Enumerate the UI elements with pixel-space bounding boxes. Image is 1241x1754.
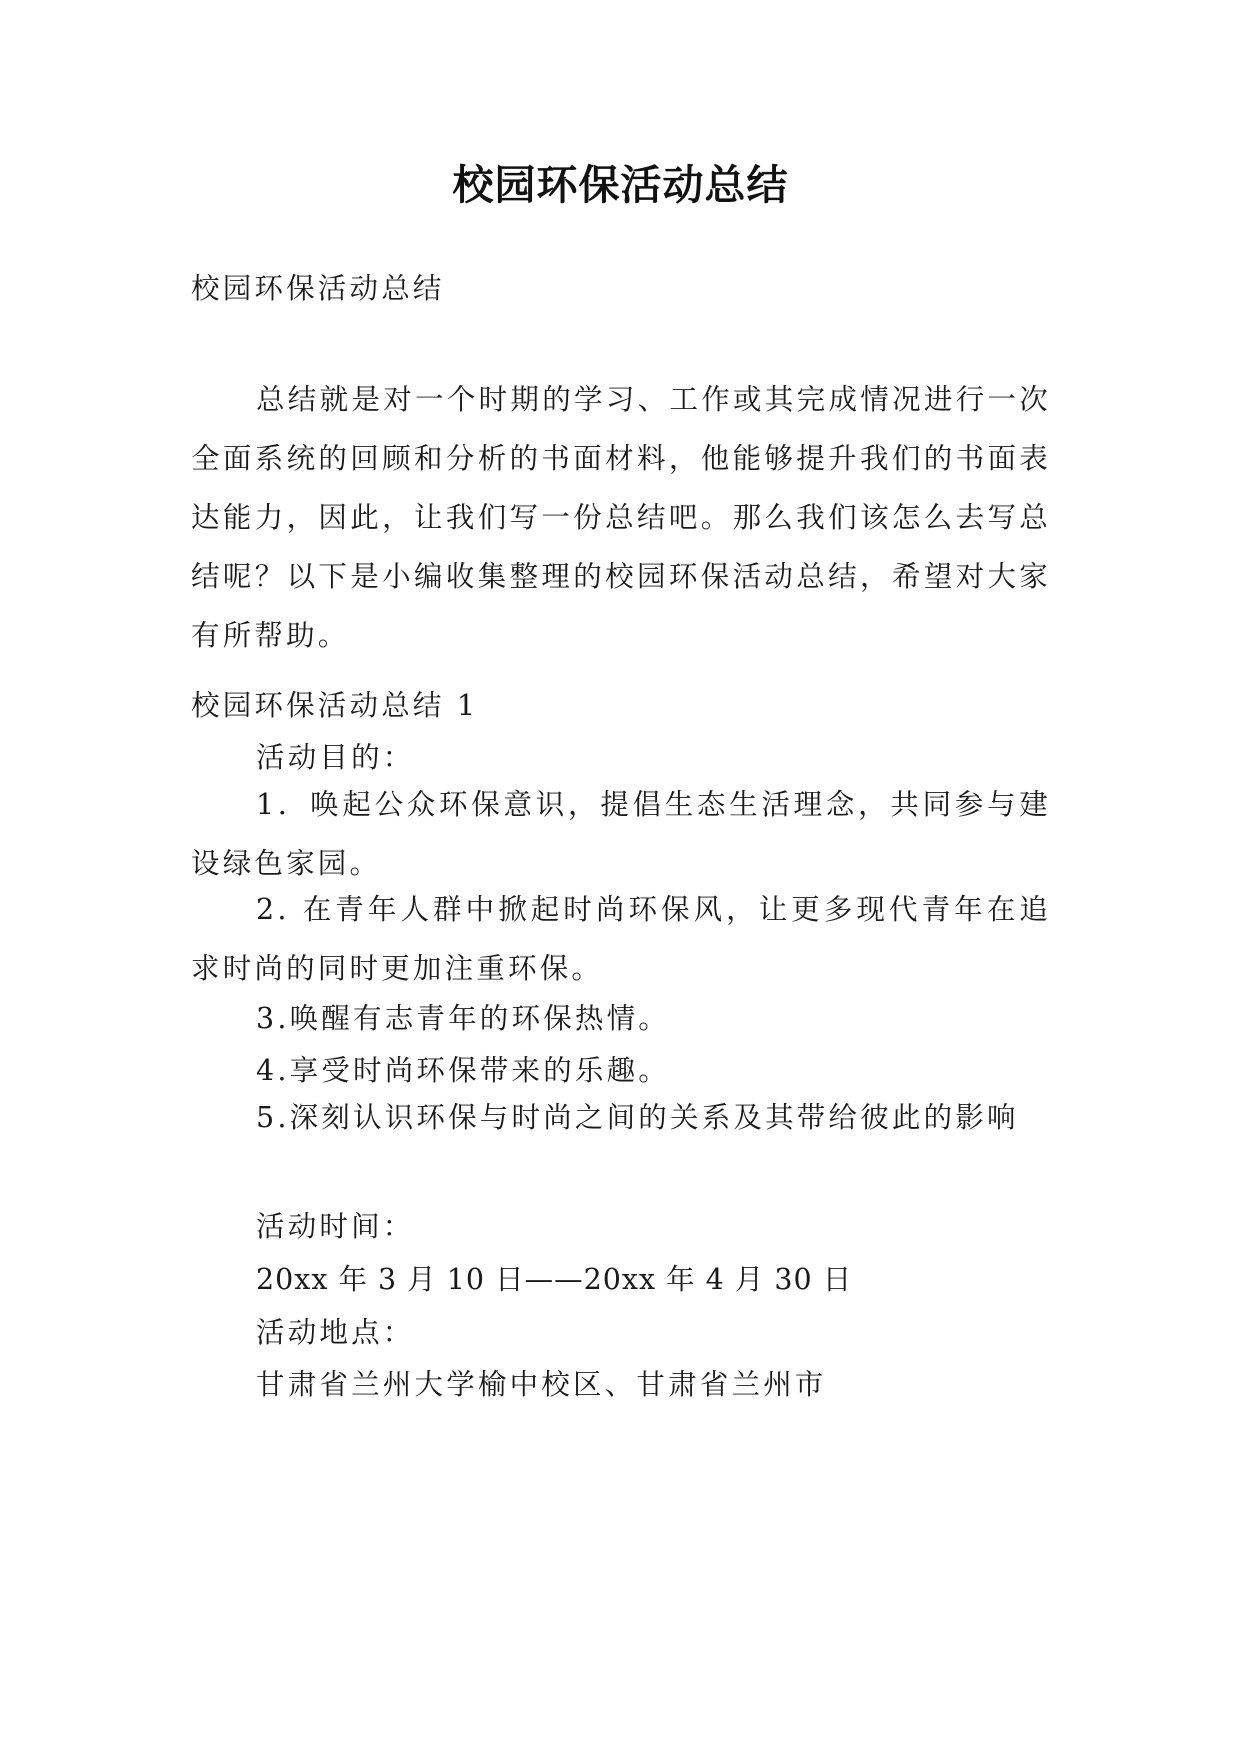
time-label: 活动时间： bbox=[256, 1210, 415, 1243]
document-subtitle: 校园环保活动总结 bbox=[191, 272, 445, 305]
section-heading: 校园环保活动总结 1 bbox=[191, 689, 479, 722]
intro-paragraph: 总结就是对一个时期的学习、工作或其完成情况进行一次全面系统的回顾和分析的书面材料，他能够提升我们的书面表达能力，因此，让我们写一份总结吧。那么我们该怎么去写总结呢？以下是小编收集整理的校园环保活动总结，希望对大家有所帮助。 bbox=[191, 383, 1051, 652]
time-value: 20xx 年 3 月 10 日——20xx 年 4 月 30 日 bbox=[256, 1263, 853, 1296]
document-title: 校园环保活动总结 bbox=[452, 161, 789, 209]
purpose-label: 活动目的： bbox=[256, 741, 415, 774]
place-value: 甘肃省兰州大学榆中校区、甘肃省兰州市 bbox=[256, 1368, 827, 1401]
purpose-item-3: 3.唤醒有志青年的环保热情。 bbox=[256, 1002, 670, 1035]
place-label: 活动地点： bbox=[256, 1316, 415, 1349]
purpose-item-5: 5.深刻认识环保与时尚之间的关系及其带给彼此的影响 bbox=[256, 1101, 1019, 1134]
purpose-item-4: 4.享受时尚环保带来的乐趣。 bbox=[256, 1054, 670, 1087]
purpose-item-2: 2. 在青年人群中掀起时尚环保风，让更多现代青年在追求时尚的同时更加注重环保。 bbox=[191, 893, 1051, 985]
purpose-item-1: 1．唤起公众环保意识，提倡生态生活理念，共同参与建设绿色家园。 bbox=[191, 788, 1051, 880]
